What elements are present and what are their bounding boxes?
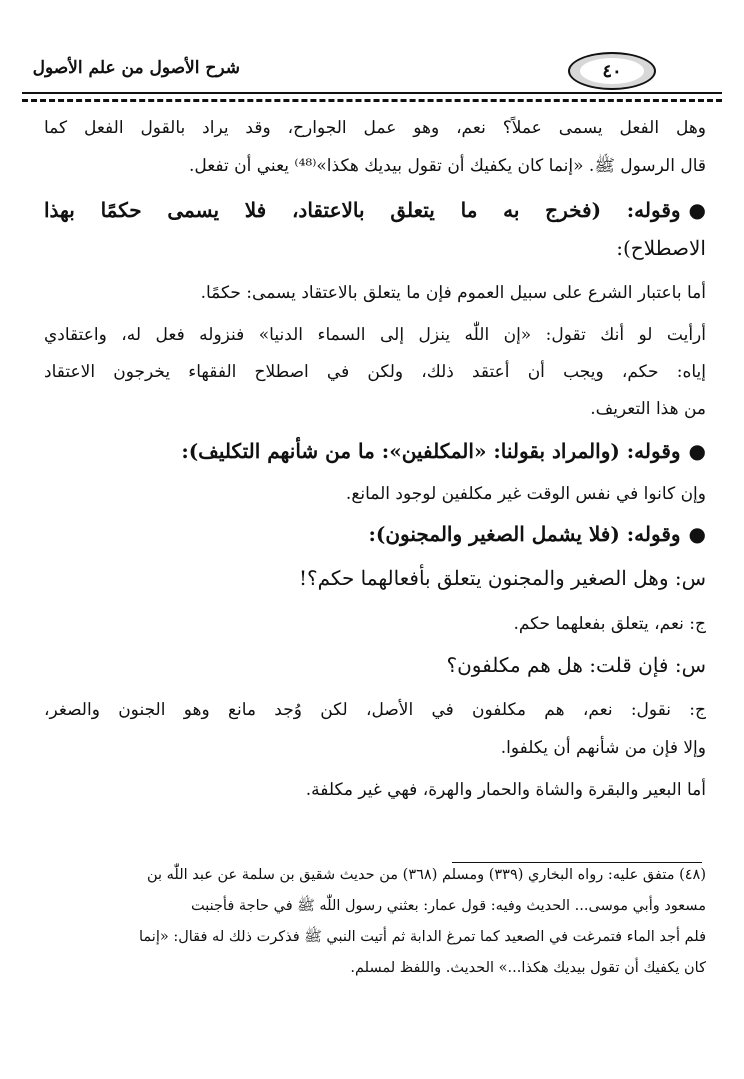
header-dashed-rule	[22, 99, 722, 102]
paragraph-line: الاصطلاح):	[616, 236, 706, 260]
bullet-item	[368, 522, 706, 546]
bullet-icon: ●	[688, 198, 706, 222]
book-title: شرح الأصول من علم الأصول	[32, 58, 240, 78]
bullet-item	[44, 198, 706, 222]
bullet-text: وقوله: (فلا يشمل الصغير والمجنون):	[368, 522, 681, 546]
page-number-badge	[568, 52, 656, 90]
paragraph-line: أما باعتبار الشرع على سبيل العموم فإن ما يتعلق بالاعتقاد يسمى: حكمًا.	[200, 283, 706, 303]
paragraph-line: إياه: حكم، ويجب أن أعتقد ذلك، ولكن في اصطلاح الفقهاء يخرجون الاعتقاد	[44, 362, 706, 382]
bullet-text: وقوله: (والمراد بقولنا: «المكلفين»: ما من شأنهم التكليف):	[181, 439, 681, 463]
answer-line: ج: نعم، يتعلق بفعلهما حكم.	[513, 614, 706, 634]
bullet-item	[181, 439, 706, 463]
header-rule	[22, 92, 722, 94]
paragraph-line: أرأيت لو أنك تقول: «إن اللّٰه ينزل إلى السماء الدنيا» فنزوله فعل له، واعتقادي	[44, 325, 706, 345]
paragraph-line: وهل الفعل يسمى عملاً؟ نعم، وهو عمل الجوارح، وقد يراد بالقول الفعل كما	[44, 118, 706, 138]
footnote-rule	[452, 862, 702, 863]
bullet-icon: ●	[688, 522, 706, 546]
bullet-icon: ●	[688, 439, 706, 463]
answer-line: وإلا فإن من شأنهم أن يكلفوا.	[500, 738, 706, 758]
question-line: س: فإن قلت: هل هم مكلفون؟	[446, 653, 706, 677]
paragraph-line: أما البعير والبقرة والشاة والحمار والهرة، فهي غير مكلفة.	[305, 780, 706, 800]
footnote-line: كان يكفيك أن تقول بيديك هكذا...» الحديث. واللفظ لمسلم.	[350, 960, 706, 976]
question-line: س: وهل الصغير والمجنون يتعلق بأفعالهما حكم؟!	[298, 566, 706, 590]
answer-line: ج: نقول: نعم، هم مكلفون في الأصل، لكن وُجد مانع وهو الجنون والصغر،	[44, 700, 706, 720]
paragraph-line: من هذا التعريف.	[590, 399, 706, 419]
page-number: ٤٠	[580, 58, 644, 84]
footnote-line: (٤٨) متفق عليه: رواه البخاري (٣٣٩) ومسلم (٣٦٨) من حديث شقيق بن سلمة عن عبد اللّٰه بن	[146, 867, 706, 883]
footnote-line: فلم أجد الماء فتمرغت في الصعيد كما تمرغ الدابة ثم أتيت النبي ﷺ فذكرت ذلك له فقال: «إنما	[139, 929, 706, 945]
paragraph-line: قال الرسول ﷺ. «إنما كان يكفيك أن تقول بيديك هكذا»⁽⁴⁸⁾ يعني أن تفعل.	[188, 156, 706, 176]
paragraph-line: وإن كانوا في نفس الوقت غير مكلفين لوجود المانع.	[345, 484, 706, 504]
footnote-line: مسعود وأبي موسى... الحديث وفيه: قول عمار: بعثني رسول اللّٰه ﷺ في حاجة فأجنبت	[190, 898, 706, 914]
bullet-text: وقوله: (فخرج به ما يتعلق بالاعتقاد، فلا يسمى حكمًا بهذا	[44, 198, 681, 222]
